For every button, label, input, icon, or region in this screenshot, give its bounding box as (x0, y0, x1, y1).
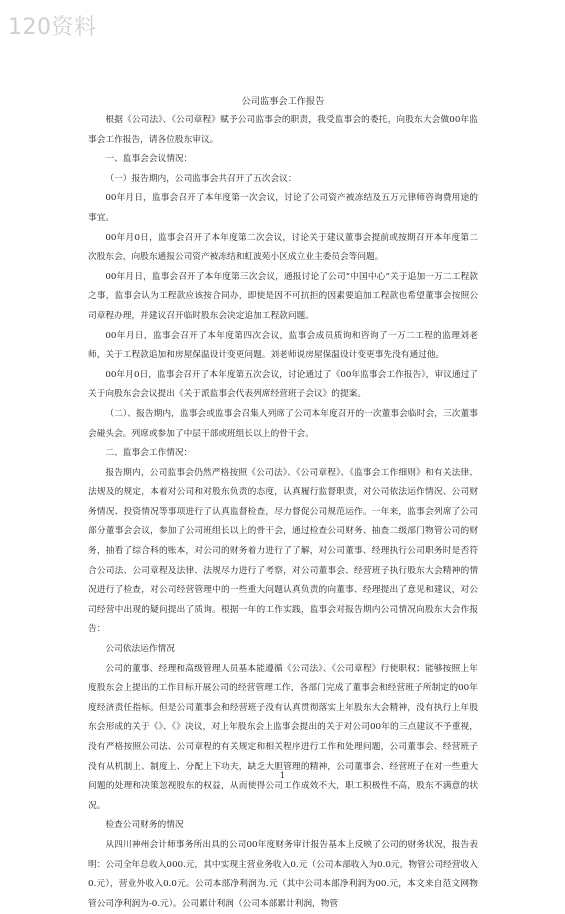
subsection-heading: 公司依法运作情况 (105, 644, 175, 655)
paragraph: 00年月日，监事会召开了本年度第三次会议，通报讨论了公司“中国中心”关于追加一万二工程款之事，监事会认为工程款应该按合同办，即使是因不可抗拒的因素要追加工程款也希望董事会按照公司章程办理，并建议召开临时股东会决定追加工程款问题。 (88, 271, 478, 321)
paragraph: 00年月0日，监事会召开了本年度第五次会议，讨论通过了《00年监事会工作报告》，审议通过了关于向股东会会议提出《关于派监事会代表列席经营班子会议》的提案。 (88, 369, 478, 400)
paragraph: 00年月日，监事会召开了本年度第一次会议，讨论了公司资产被冻结及五万元律师咨询费用途的事宜。 (88, 193, 478, 223)
section-heading: 二、监事会工作情况： (105, 448, 193, 459)
paragraph: （二）、报告期内，监事会或监事会召集人列席了公司本年度召开的一次董事会临时会，三次董事会碰头会。列席或参加了中层干部或班组长以上的骨干会。 (88, 408, 478, 439)
paragraph: 报告期内，公司监事会仍然严格按照《公司法》、《公司章程》、《监事会工作细则》和有关法律、法规及的规定，本着对公司和对股东负责的态度，认真履行监督职责，对公司依法运作情况、公司财务情况、投资情况等事项进行了认真监督检查，尽力督促公司规范运作。一年来，监事会列席了公司部分董事会会议，参加了公司班组长以上的骨干会，通过检查公司财务、抽查二级部门物管公司的财务，抽看了综合科的账本，对公司的财务着力进行了了解，对公司董事、经理执行公司职务时是否符合公司法、公司章程及法律、法规尽力进行了考察，对公司董事会、经营班子执行股东大会精神的情况进行了检查，对公司经营管理中的一些重大问题认真负责的向董事、经理提出了意见和建议，对公司经营中出现的疑问提出了质询。根据一年的工作实践，监事会对报告期内公司情况向股东大会作报告： (88, 467, 478, 635)
subsection-heading: 检查公司财务的情况 (105, 820, 184, 831)
paragraph: 00年月0日，监事会召开了本年度第二次会议，讨论关于建议董事会提前或按期召开本年度第二次股东会，向股东通报公司资产被冻结和虹波苑小区成立业主委员会等问题。 (88, 232, 478, 263)
document-title: 公司监事会工作报告 (241, 96, 325, 107)
page-number: 1 (279, 771, 286, 781)
paragraph: 公司的董事、经理和高级管理人员基本能遵循《公司法》、《公司章程》行使职权；能够按照上年度股东会上提出的工作目标开展公司的经营管理工作，各部门完成了董事会和经营班子所制定的00年度经济责任指标。但是公司董事会和经营班子没有认真贯彻落实上年股东大会精神，没有执行上年股东会形成的关于《》、《》决议，对上年股东会上监事会提出的关于对公司00年的三点建议不予重视，没有严格按照公司法、公司章程的有关规定和相关程序进行工作和处理问题，公司董事会、经营班子没有从机制上、制度上、分配上下功夫，缺乏大胆管理的精神，公司董事会、经营班子在对一些重大问题的处理和决策忽视股东的权益，从而使得公司工作成效不大，职工积极性不高，股东不满意的状况。 (88, 663, 478, 811)
section-heading: 一、监事会会议情况： (105, 154, 193, 165)
paragraph: 根据《公司法》、《公司章程》赋予公司监事会的职责，我受监事会的委托，向股东大会做00年监事会工作报告，请各位股东审议。 (88, 115, 478, 145)
document-body (88, 92, 478, 914)
watermark-logo: 120资料 (8, 15, 97, 40)
subsection-heading: （一）报告期内，公司监事会共召开了五次会议： (105, 173, 297, 184)
paragraph: 从四川神州会计师事务所出具的公司00年度财务审计报告基本上反映了公司的财务状况，报告表明：公司全年总收入000.元，其中实现主营业务收入0.元（公司本部收入为0.0元，物管公司经营收入0.元），营业外收入0.0元。公司本部净利润为.元（其中公司本部净利润为00.元，本文来自范文网物管公司净利润为-0.元）。公司累计利润（公司本部累计利润，物管 (88, 839, 478, 909)
paragraph: 00年月日，监事会召开了本年度第四次会议，监事会成员质询和咨询了一万二工程的监理刘老师，关于工程款追加和房屋保温设计变更问题。刘老师说房屋保温设计变更事先没有通过他。 (88, 330, 478, 361)
